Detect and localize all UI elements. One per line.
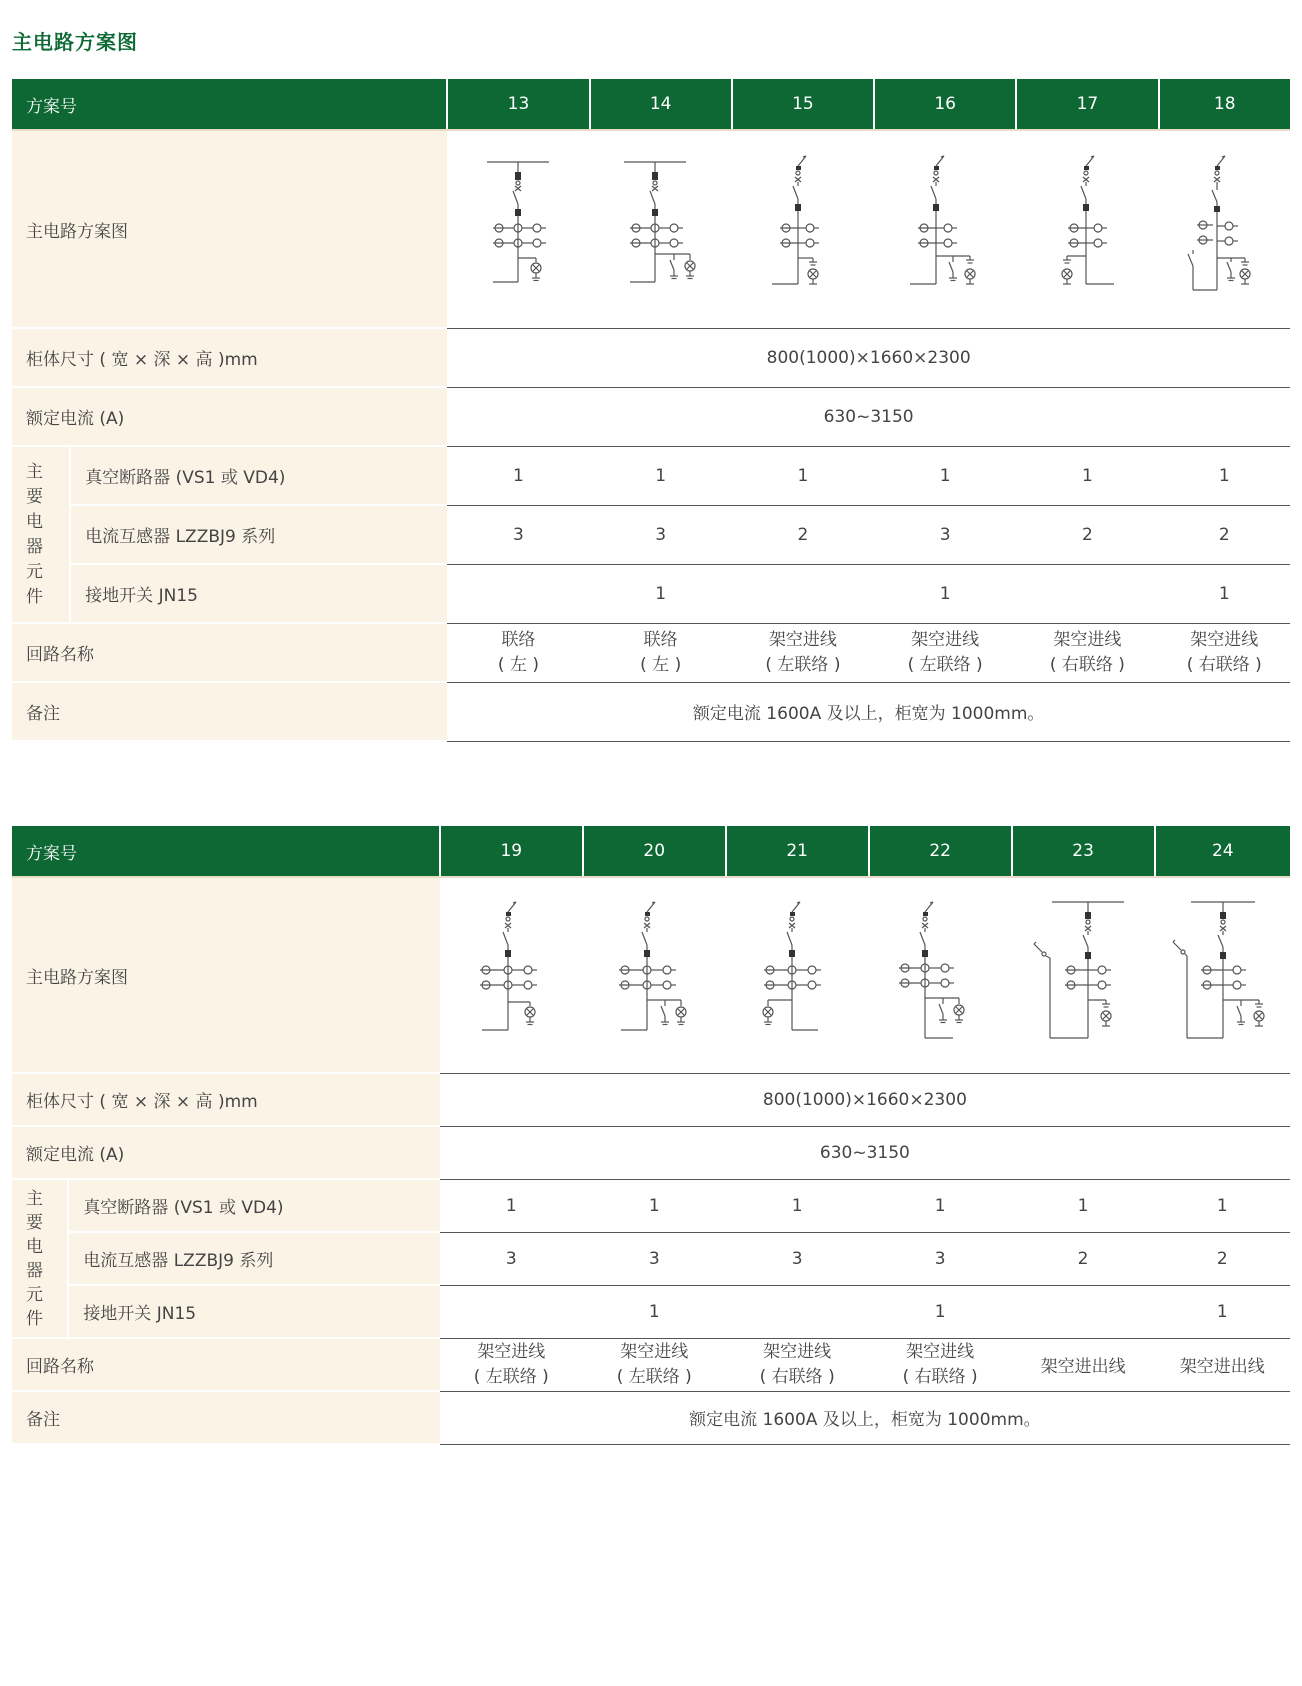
earth-label: 接地开关 JN15 <box>68 1285 439 1338</box>
circuit-diagram-cell <box>732 130 874 328</box>
remark-label: 备注 <box>12 682 447 741</box>
single-line-diagram-icon <box>466 900 556 1050</box>
circuit-label: 回路名称 <box>12 1338 440 1391</box>
scheme-number: 21 <box>726 826 869 877</box>
ct-count: 3 <box>583 1232 726 1285</box>
single-line-diagram-icon <box>758 154 848 304</box>
circuit-diagram-cell <box>1159 130 1291 328</box>
single-line-diagram-icon <box>473 154 563 304</box>
size-value: 800(1000)×1660×2300 <box>440 1073 1290 1126</box>
size-label: 柜体尺寸 ( 宽 × 深 × 高 )mm <box>12 328 447 387</box>
scheme-number: 15 <box>732 79 874 130</box>
group-label-char: 器 <box>26 536 43 557</box>
group-label-char: 器 <box>26 1260 43 1281</box>
circuit-name: 架空进线 ( 右联络 ) <box>869 1338 1012 1391</box>
ct-row <box>12 505 1290 564</box>
main-components-label <box>12 1179 68 1338</box>
circuit-name: 架空进线 ( 右联络 ) <box>1016 623 1158 682</box>
circuit-name: 联络 ( 左 ) <box>447 623 589 682</box>
size-label: 柜体尺寸 ( 宽 × 深 × 高 )mm <box>12 1073 440 1126</box>
group-label-char: 电 <box>26 511 43 532</box>
ct-label: 电流互感器 LZZBJ9 系列 <box>70 505 447 564</box>
circuit-diagram-cell <box>1012 877 1155 1073</box>
earth-count: 1 <box>1155 1285 1290 1338</box>
current-label: 额定电流 (A) <box>12 387 447 446</box>
diagram-label: 主电路方案图 <box>12 130 447 328</box>
scheme-number: 24 <box>1155 826 1290 877</box>
earth-count: 1 <box>1159 564 1291 623</box>
circuit-diagram-cell <box>447 130 589 328</box>
remark-value: 额定电流 1600A 及以上，柜宽为 1000mm。 <box>447 682 1290 741</box>
group-label-char: 件 <box>26 1308 43 1329</box>
ct-count: 3 <box>447 505 589 564</box>
scheme-table-1 <box>12 79 1290 742</box>
breaker-count: 1 <box>1012 1179 1155 1232</box>
size-value: 800(1000)×1660×2300 <box>447 328 1290 387</box>
ct-count: 3 <box>590 505 732 564</box>
scheme-number: 23 <box>1012 826 1155 877</box>
breaker-count: 1 <box>874 446 1016 505</box>
remark-row <box>12 1391 1290 1444</box>
ct-count: 3 <box>869 1232 1012 1285</box>
single-line-diagram-icon <box>1042 154 1132 304</box>
ct-count: 3 <box>440 1232 583 1285</box>
current-row <box>12 1126 1290 1179</box>
single-line-diagram-icon <box>1167 900 1277 1050</box>
diagram-label: 主电路方案图 <box>12 877 440 1073</box>
breaker-count: 1 <box>1155 1179 1290 1232</box>
circuit-diagram-cell <box>440 877 583 1073</box>
breaker-count: 1 <box>590 446 732 505</box>
circuit-diagram-cell <box>1155 877 1290 1073</box>
size-row <box>12 328 1290 387</box>
ct-count: 3 <box>726 1232 869 1285</box>
group-label-char: 要 <box>26 486 43 507</box>
earth-count: 1 <box>583 1285 726 1338</box>
group-label-char: 元 <box>26 1284 43 1305</box>
ct-row <box>12 1232 1290 1285</box>
earth-label: 接地开关 JN15 <box>70 564 447 623</box>
scheme-number: 16 <box>874 79 1016 130</box>
earth-count <box>732 564 874 623</box>
circuit-diagram-cell <box>590 130 732 328</box>
single-line-diagram-icon <box>609 900 699 1050</box>
circuit-name: 架空进线 ( 左联络 ) <box>874 623 1016 682</box>
diagram-row <box>12 877 1290 1073</box>
circuit-name: 联络 ( 左 ) <box>590 623 732 682</box>
breaker-count: 1 <box>869 1179 1012 1232</box>
breaker-count: 1 <box>440 1179 583 1232</box>
remark-value: 额定电流 1600A 及以上，柜宽为 1000mm。 <box>440 1391 1290 1444</box>
ct-count: 2 <box>1155 1232 1290 1285</box>
scheme-number: 22 <box>869 826 1012 877</box>
circuit-name: 架空进线 ( 右联络 ) <box>726 1338 869 1391</box>
circuit-name: 架空进线 ( 左联络 ) <box>583 1338 726 1391</box>
breaker-label: 真空断路器 (VS1 或 VD4) <box>68 1179 439 1232</box>
circuit-diagram-cell <box>1016 130 1158 328</box>
breaker-count: 1 <box>583 1179 726 1232</box>
circuit-name: 架空进线 ( 左联络 ) <box>732 623 874 682</box>
single-line-diagram-icon <box>616 154 706 304</box>
group-label-char: 元 <box>26 561 43 582</box>
group-label-char: 要 <box>26 1212 43 1233</box>
breaker-count: 1 <box>726 1179 869 1232</box>
ct-count: 3 <box>874 505 1016 564</box>
remark-label: 备注 <box>12 1391 440 1444</box>
scheme-table-2 <box>12 826 1290 1445</box>
diagram-row <box>12 130 1290 328</box>
group-label-char: 电 <box>26 1236 43 1257</box>
ct-label: 电流互感器 LZZBJ9 系列 <box>68 1232 439 1285</box>
breaker-count: 1 <box>447 446 589 505</box>
header-row <box>12 826 1290 877</box>
circuit-name: 架空进出线 <box>1012 1338 1155 1391</box>
current-label: 额定电流 (A) <box>12 1126 440 1179</box>
remark-row <box>12 682 1290 741</box>
group-label-char: 主 <box>26 461 43 482</box>
scheme-number: 14 <box>590 79 732 130</box>
current-value: 630~3150 <box>440 1126 1290 1179</box>
scheme-number: 19 <box>440 826 583 877</box>
single-line-diagram-icon <box>1028 900 1138 1050</box>
earth-count: 1 <box>590 564 732 623</box>
single-line-diagram-icon <box>900 154 990 304</box>
breaker-count: 1 <box>732 446 874 505</box>
earth-count <box>447 564 589 623</box>
breaker-count: 1 <box>1159 446 1291 505</box>
circuit-diagram-cell <box>583 877 726 1073</box>
single-line-diagram-icon <box>895 900 985 1050</box>
earth-row <box>12 1285 1290 1338</box>
header-row <box>12 79 1290 130</box>
current-row <box>12 387 1290 446</box>
earth-row <box>12 564 1290 623</box>
breaker-count: 1 <box>1016 446 1158 505</box>
single-line-diagram-icon <box>1179 154 1269 304</box>
circuit-label: 回路名称 <box>12 623 447 682</box>
ct-count: 2 <box>1159 505 1291 564</box>
single-line-diagram-icon <box>752 900 842 1050</box>
earth-count: 1 <box>869 1285 1012 1338</box>
header-label: 方案号 <box>12 826 440 877</box>
circuit-name: 架空进出线 <box>1155 1338 1290 1391</box>
circuit-diagram-cell <box>869 877 1012 1073</box>
circuit-name: 架空进线 ( 左联络 ) <box>440 1338 583 1391</box>
circuit-name: 架空进线 ( 右联络 ) <box>1159 623 1291 682</box>
ct-count: 2 <box>1012 1232 1155 1285</box>
circuit-diagram-cell <box>726 877 869 1073</box>
ct-count: 2 <box>732 505 874 564</box>
scheme-number: 17 <box>1016 79 1158 130</box>
main-components-label <box>12 446 70 623</box>
earth-count: 1 <box>874 564 1016 623</box>
header-label: 方案号 <box>12 79 447 130</box>
earth-count <box>726 1285 869 1338</box>
scheme-number: 20 <box>583 826 726 877</box>
current-value: 630~3150 <box>447 387 1290 446</box>
page-title: 主电路方案图 <box>12 30 138 54</box>
earth-count <box>1016 564 1158 623</box>
circuit-diagram-cell <box>874 130 1016 328</box>
earth-count <box>440 1285 583 1338</box>
breaker-row <box>12 1179 1290 1232</box>
earth-count <box>1012 1285 1155 1338</box>
scheme-number: 18 <box>1159 79 1291 130</box>
group-label-char: 主 <box>26 1188 43 1209</box>
breaker-label: 真空断路器 (VS1 或 VD4) <box>70 446 447 505</box>
circuit-row <box>12 1338 1290 1391</box>
breaker-row <box>12 446 1290 505</box>
ct-count: 2 <box>1016 505 1158 564</box>
circuit-row <box>12 623 1290 682</box>
size-row <box>12 1073 1290 1126</box>
scheme-number: 13 <box>447 79 589 130</box>
group-label-char: 件 <box>26 586 43 607</box>
